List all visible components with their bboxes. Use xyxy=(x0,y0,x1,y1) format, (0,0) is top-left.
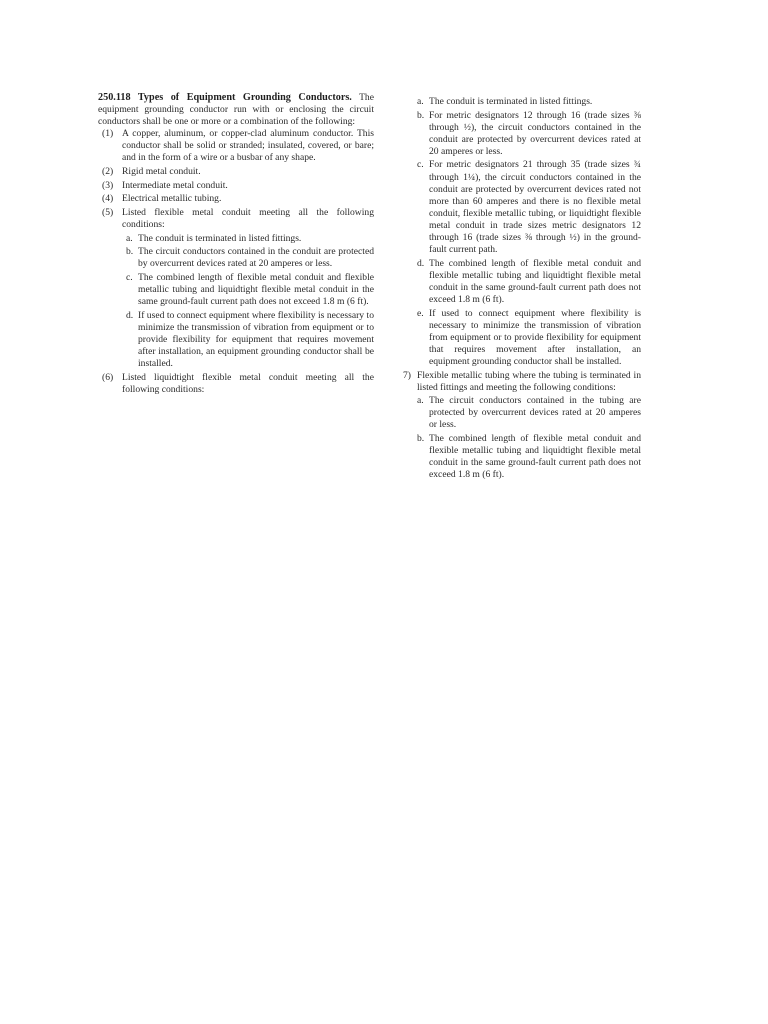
sub-list-item-text: The circuit conductors contained in the tubing are protected by overcurrent devices rated at 20 amperes or less. xyxy=(429,395,641,431)
sub-list-item-letter: b. xyxy=(126,246,134,258)
list-item-text: Intermediate metal conduit. xyxy=(122,179,228,191)
section-heading xyxy=(98,92,352,103)
section-intro xyxy=(98,92,374,128)
sub-list-item xyxy=(403,159,641,256)
section-intro-text: The equipment grounding conductor run with or enclosing the circuit conductors shall be one or more or a combination of the following: xyxy=(98,92,374,128)
sub-list-item-text: The conduit is terminated in listed fittings. xyxy=(138,232,302,244)
sub-list-item xyxy=(98,272,374,308)
list-item-text: Electrical metallic tubing. xyxy=(122,193,222,205)
sub-list-item-text: The circuit conductors contained in the conduit are protected by overcurrent devices rated at 20 amperes or less. xyxy=(138,246,374,270)
list-item-text: A copper, aluminum, or copper-clad aluminum conductor. This conductor shall be solid or stranded; insulated, covered, or bare; and in the form of a wire or a busbar of any shape. xyxy=(122,128,374,164)
sub-list-item xyxy=(403,96,641,108)
cropped-text-fade xyxy=(403,487,641,495)
sub-list-item-text: If used to connect equipment where flexibility is necessary to minimize the transmission of vibration from equipment or to provide flexibility for equipment that requires movement after installation, an equipment grounding conductor shall be installed. xyxy=(138,309,374,369)
sub-list-item xyxy=(403,395,641,431)
list-item xyxy=(98,372,374,396)
sub-list-item-letter: c. xyxy=(417,159,424,171)
sub-list-item-letter: a. xyxy=(417,395,424,407)
sub-list-item xyxy=(98,246,374,270)
sub-list-item-text: For metric designators 12 through 16 (trade sizes ⅜ through ½), the circuit conductors contained in the conduit are protected by overcurrent devices rated at 20 amperes or less. xyxy=(429,109,641,157)
sub-list-item-text: The combined length of flexible metal conduit and flexible metallic tubing and liquidtight flexible metal conduit in the same ground-fault current path does not exceed 1.8 m (6 ft). xyxy=(429,433,641,481)
sub-list-item xyxy=(98,233,374,245)
section-title: Types of Equipment Grounding Conductors. xyxy=(137,92,352,103)
list-item xyxy=(98,128,374,164)
left-column xyxy=(98,92,374,397)
sub-list-item-text: The conduit is terminated in listed fittings. xyxy=(429,96,593,107)
sub-list-item xyxy=(403,110,641,158)
list-item-number: (6) xyxy=(102,371,114,383)
list-item xyxy=(98,180,374,192)
sub-list-item-letter: b. xyxy=(417,109,425,121)
sub-list-item xyxy=(403,433,641,481)
list-item xyxy=(98,166,374,178)
sub-list-item-letter: b. xyxy=(417,433,425,445)
list-item-number: (2) xyxy=(102,166,114,178)
list-item-text: Listed liquidtight flexible metal conduit meeting all the following conditions: xyxy=(122,371,374,395)
list-item-number: (1) xyxy=(102,128,114,140)
list-item-number: 7) xyxy=(403,369,411,381)
sub-list-item xyxy=(403,258,641,306)
sub-list-item-text: The combined length of flexible metal conduit and flexible metallic tubing and liquidtight flexible metal conduit in the same ground-fault current path does not exceed 1.8 m (6 ft). xyxy=(429,257,641,305)
sub-list-item-letter: d. xyxy=(417,257,425,269)
list-item-text: Flexible metallic tubing where the tubing is terminated in listed fittings and meeting the following conditions: xyxy=(417,369,641,393)
sub-list-item-letter: a. xyxy=(417,96,424,107)
sub-list-item xyxy=(98,310,374,370)
sub-list-item-letter: c. xyxy=(126,271,133,283)
list-item xyxy=(403,370,641,394)
list-item-number: (5) xyxy=(102,206,114,218)
list-item xyxy=(98,207,374,231)
sub-list-item-text: The combined length of flexible metal conduit and flexible metallic tubing and liquidtight flexible metal conduit in the same ground-fault current path does not exceed 1.8 m (6 ft). xyxy=(138,271,374,307)
list-item-number: (3) xyxy=(102,179,114,191)
sub-list-item-letter: a. xyxy=(126,232,133,244)
sub-list-item xyxy=(403,308,641,368)
list-item-text: Rigid metal conduit. xyxy=(122,166,201,178)
list-item-number: (4) xyxy=(102,193,114,205)
sub-list-item-letter: d. xyxy=(126,309,134,321)
list-item-text: Listed flexible metal conduit meeting all the following conditions: xyxy=(122,206,374,230)
section-number: 250.118 xyxy=(98,92,131,103)
list-item xyxy=(98,193,374,205)
sub-list-item-text: If used to connect equipment where flexibility is necessary to minimize the transmission of vibration from equipment or to provide flexibility for equipment that requires movement after installation, an equipment grounding conductor shall be installed. xyxy=(429,307,641,367)
sub-list-item-text: For metric designators 21 through 35 (trade sizes ¾ through 1¼), the circuit conductors contained in the conduit are protected by overcurrent devices rated not more than 60 amperes and there is no flexible metal conduit, flexible metallic tubing, or liquidtight flexible metal conduit in trade sizes metric designators 12 through 16 (trade sizes ⅜ through ½) in the ground-fault current path. xyxy=(429,159,641,256)
sub-list-item-letter: e. xyxy=(417,307,424,319)
right-column xyxy=(403,96,641,483)
